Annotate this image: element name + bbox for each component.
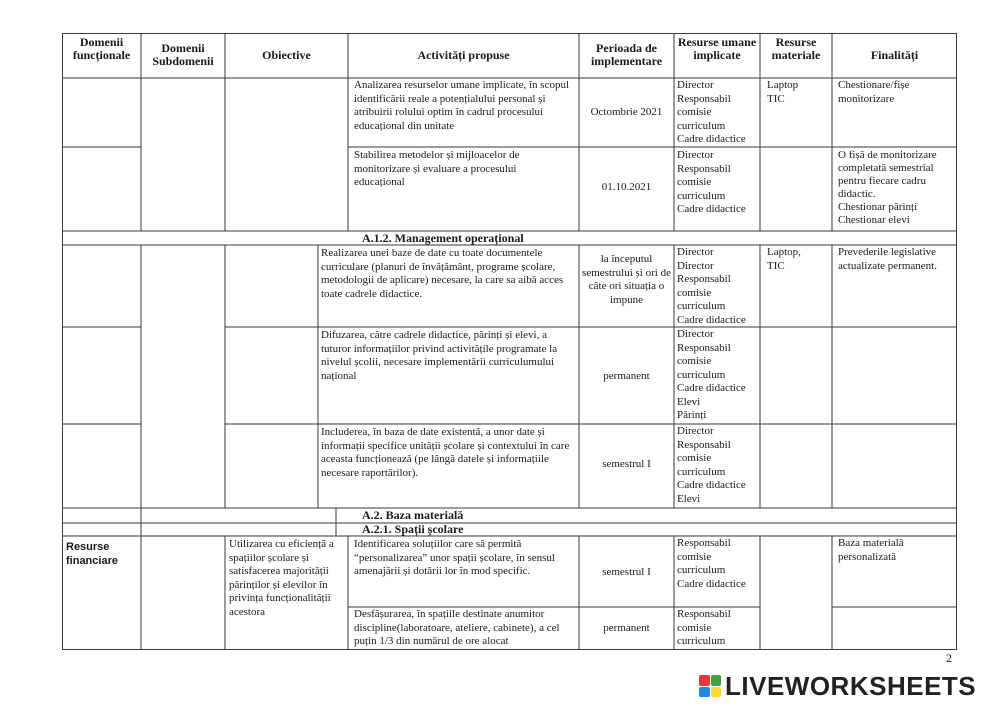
row2-perioada: 01.10.2021 [601,181,652,193]
row6-activitate: Identificarea soluțiilor care să permită “personalizarea” unor spații școlare, în sensul amenajării și dotării lor în mod specific. [354,538,555,577]
row1-resurse-umane: Director Responsabil comisie curriculum Cadre didactice [677,79,746,145]
row6-perioada: semestrul I [602,566,651,578]
row3-finalitati: Prevederile legislative actualizate permanent. [838,246,937,272]
row3-perioada: la începutul semestrului și ori de câte ori situația o impune [582,253,671,306]
row6-resurse-umane: Responsabil comisie curriculum Cadre didactice [677,537,746,590]
obiectiv-spatii-scolare: Utilizarea cu eficiență a spațiilor școlare și satisfacerea majorității părinților și elevilor în privința funcționalității acestora [229,538,334,618]
header-resurse-umane: Resurse umane implicate [677,36,757,62]
section-management-operational: A.1.2. Management operațional [362,232,524,245]
row4-perioada: permanent [603,370,650,382]
row5-activitate: Includerea, în baza de date existentă, a unor date și informații specifice unității școlare și contextului în care aceasta funcționează (pe lângă datele și informațiile necesare raportărilor). [321,426,570,479]
row7-activitate: Desfășurarea, în spațiile destinate anumitor discipline(laboratoare, ateliere, cabinete), a cel puțin 1/3 din numărul de ore alocat [354,608,560,647]
logo-text: LIVEWORKSHEETS [725,670,977,701]
section-spatii-scolare: A.2.1. Spații școlare [362,523,464,536]
row3-resurse-materiale: Laptop, TIC [767,246,801,272]
row7-resurse-umane: Responsabil comisie curriculum [677,608,731,647]
row1-activitate: Analizarea resurselor umane implicate, în scopul identificării reale a potențialului personal și atribuirii rolului optim în cadrul procesului educațional din unitate [354,79,570,132]
liveworksheets-logo-icon [699,675,721,697]
header-subdomenii: Domenii Subdomenii [152,42,214,68]
row3-resurse-umane: Director Director Responsabil comisie curriculum Cadre didactice [677,246,746,326]
row1-perioada: Octombrie 2021 [590,106,663,118]
curriculum-plan-table [62,33,957,650]
row2-resurse-umane: Director Responsabil comisie curriculum Cadre didactice [677,149,746,215]
row1-finalitati: Chestionare/fișe monitorizare [838,79,910,105]
row1-resurse-materiale: Laptop TIC [767,79,799,105]
row6-finalitati: Baza materială personalizată [838,537,904,563]
header-activitati: Activități propuse [417,49,510,62]
row5-perioada: semestrul I [602,458,651,470]
row5-resurse-umane: Director Responsabil comisie curriculum Cadre didactice Elevi [677,425,746,505]
row4-activitate: Difuzarea, către cadrele didactice, părinți și elevi, a tuturor informațiilor privind activitățile programate la nivelul școlii, necesare implementării curriculumului național [321,329,558,382]
row2-finalitati: O fișă de monitorizare completată semestrial pentru fiecare cadru didactic. Chestionar părinți Chestionar elevi [838,149,937,226]
row2-activitate: Stabilirea metodelor și mijloacelor de monitorizare și evaluare a procesului educațional [354,149,520,188]
section-baza-materiala: A.2. Baza materială [362,509,464,522]
header-perioada: Perioada de implementare [590,42,663,68]
domeniu-resurse-financiare: Resurse financiare [66,541,118,567]
header-finalitati: Finalități [870,49,919,62]
header-domenii-functionale: Domenii funcționale [72,36,131,62]
header-obiective: Obiective [262,49,311,62]
liveworksheets-logo [699,670,977,701]
row4-resurse-umane: Director Responsabil comisie curriculum Cadre didactice Elevi Părinți [677,328,746,421]
header-resurse-materiale: Resurse materiale [771,36,821,62]
page-number: 2 [946,651,952,665]
row3-activitate: Realizarea unei baze de date cu toate documentele curriculare (planuri de învățământ, programe școlare, metodologii de aplicare) necesare, la care sa aibă acces toate cadrele didactice. [321,247,564,300]
row7-perioada: permanent [603,622,650,634]
